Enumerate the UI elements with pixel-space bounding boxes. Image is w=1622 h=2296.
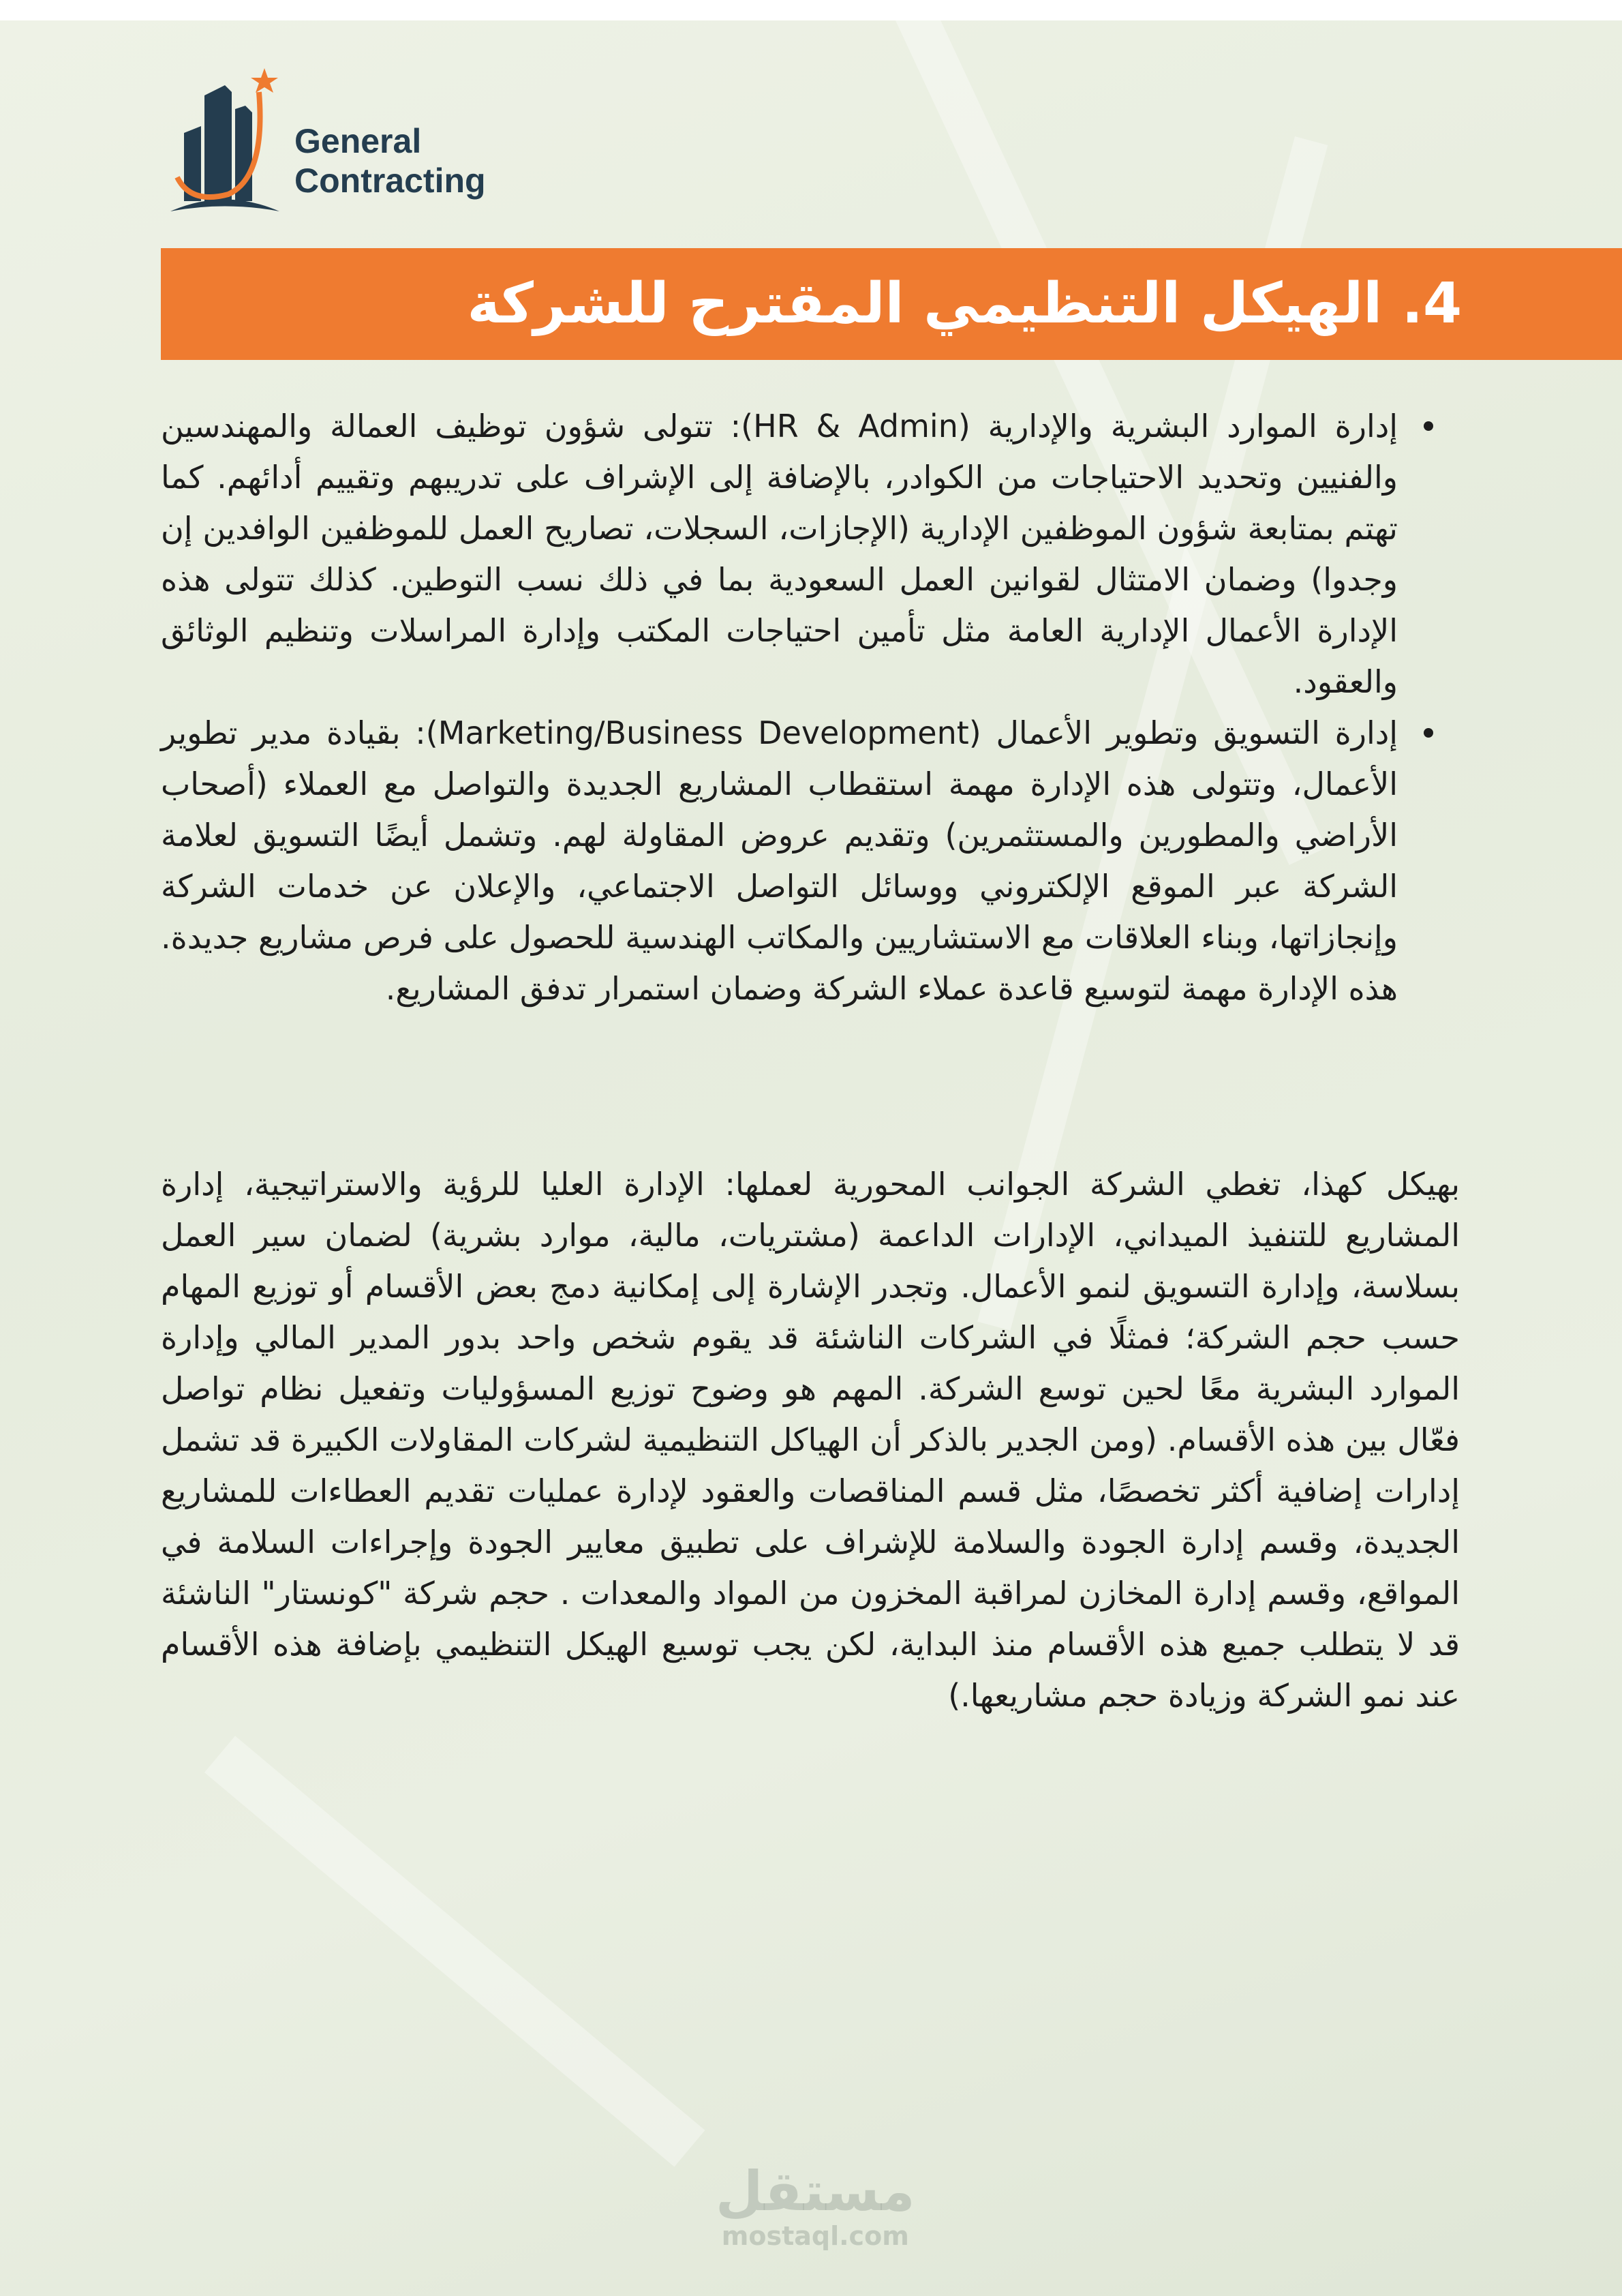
list-item-marketing: إدارة التسويق وتطوير الأعمال (Marketing/Business Development): بقيادة مدير تطوير الأعمال، وتتولى هذه الإدارة مهمة استقطاب المشاريع الجديدة والتواصل مع العملاء (أصحاب الأراضي والمطورين والمستثمرين) وتقديم عروض المقاولة لهم. وتشمل أيضًا التسويق لعلامة الشركة عبر الموقع الإلكتروني ووسائل التواصل الاجتماعي، والإعلان عن خدمات الشركة وإنجازاتها، وبناء العلاقات مع الاستشاريين والمكاتب الهندسية للحصول على فرص مشاريع جديدة. هذه الإدارة مهمة لتوسيع قاعدة عملاء الشركة وضمان استمرار تدفق المشاريع. — [161, 708, 1398, 1014]
summary-paragraph: بهيكل كهذا، تغطي الشركة الجوانب المحورية لعملها: الإدارة العليا للرؤية والاستراتيجية، إدارة المشاريع للتنفيذ الميداني، الإدارات الداعمة (مشتريات، مالية، موارد بشرية) لضمان سير العمل بسلاسة، وإدارة التسويق لنمو الأعمال. وتجدر الإشارة إلى إمكانية دمج بعض الأقسام أو توزيع المهام حسب حجم الشركة؛ فمثلًا في الشركات الناشئة قد يقوم شخص واحد بدور المدير المالي وإدارة الموارد البشرية معًا لحين توسع الشركة. المهم هو وضوح توزيع المسؤوليات وتفعيل نظام تواصل فعّال بين هذه الأقسام. (ومن الجدير بالذكر أن الهياكل التنظيمية لشركات المقاولات الكبيرة قد تشمل إدارات إضافية أكثر تخصصًا، مثل قسم المناقصات والعقود لإدارة عمليات تقديم العطاءات للمشاريع الجديدة، وقسم إدارة الجودة والسلامة للإشراف على تطبيق معايير الجودة وإجراءات السلامة في المواقع، وقسم إدارة المخازن لمراقبة المخزون من المواد والمعدات . حجم شركة "كونستار" الناشئة قد لا يتطلب جميع هذه الأقسام منذ البداية، لكن يجب توسيع الهيكل التنظيمي بإضافة هذه الأقسام عند نمو الشركة وزيادة حجم مشاريعها.) — [161, 1166, 1460, 1714]
top-margin — [0, 0, 1622, 20]
background-beam — [204, 1736, 705, 2166]
section-title: 4. الهيكل التنظيمي المقترح للشركة — [467, 271, 1462, 336]
watermark-arabic: مستقل — [716, 2160, 915, 2223]
watermark-latin: mostaql.com — [721, 2221, 909, 2251]
list-item-hr-admin: إدارة الموارد البشرية والإدارية (HR & Admin): تتولى شؤون توظيف العمالة والمهندسين والفنيين وتحديد الاحتياجات من الكوادر، بالإضافة إلى الإشراف على تدريبهم وتقييم أدائهم. كما تهتم بمتابعة شؤون الموظفين الإدارية (الإجازات، السجلات، تصاريح العمل للموظفين الوافدين إن وجدوا) وضمان الامتثال لقوانين العمل السعودية بما في ذلك نسب التوطين. كذلك تتولى هذه الإدارة الأعمال الإدارية العامة مثل تأمين احتياجات المكتب وإدارة المراسلات وتنظيم الوثائق والعقود. — [161, 401, 1398, 708]
department-list — [161, 401, 1398, 1014]
logo-text — [294, 121, 486, 200]
building-logo-icon — [164, 68, 286, 211]
watermark — [716, 2161, 915, 2250]
logo-line-1: General — [294, 122, 422, 160]
company-logo — [164, 68, 518, 211]
section-header-band — [161, 248, 1622, 360]
logo-line-2: Contracting — [294, 162, 486, 200]
